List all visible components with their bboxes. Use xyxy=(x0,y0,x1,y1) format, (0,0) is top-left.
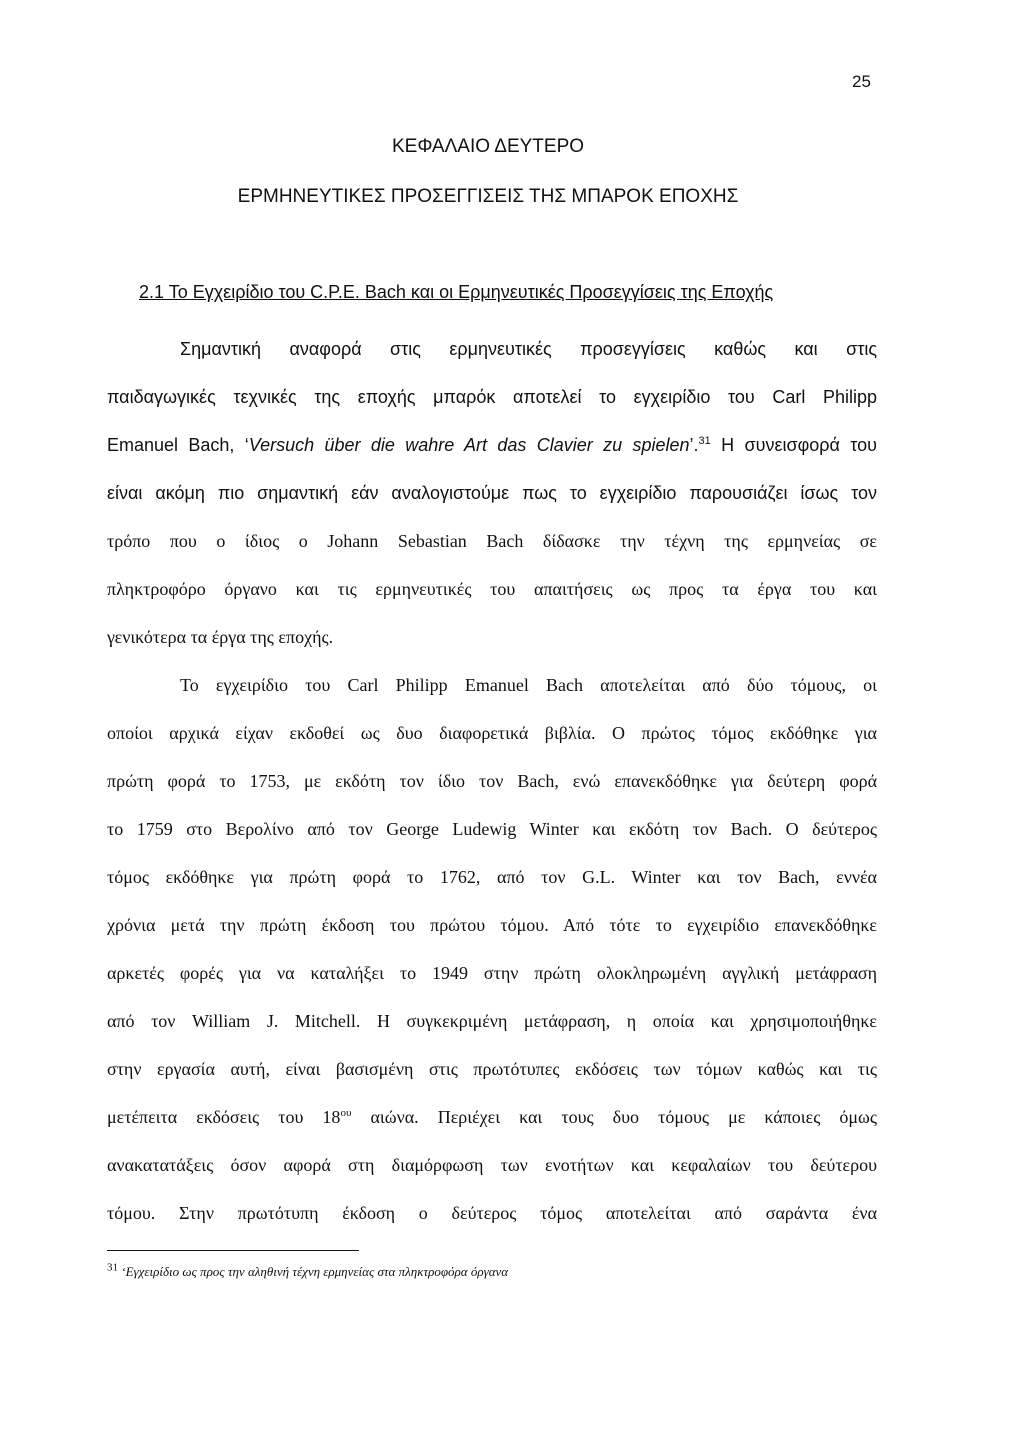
paragraph1-line1: Σημαντική αναφορά στις ερμηνευτικές προσεγγίσεις καθώς και στις xyxy=(180,339,877,359)
page-number: 25 xyxy=(852,72,871,91)
footnote xyxy=(107,1261,509,1280)
paragraph1-line2: παιδαγωγικές τεχνικές της εποχής μπαρόκ αποτελεί το εγχειρίδιο του Carl Philipp xyxy=(107,387,877,407)
footnote-text: ‘Εγχειρίδιο ως προς την αληθινή τέχνη ερμηνείας στα πληκτροφόρα όργανα xyxy=(121,1264,509,1279)
paragraph1-line6: πληκτροφόρο όργανο και τις ερμηνευτικές του απαιτήσεις ως προς τα έργα του και xyxy=(107,579,877,599)
footnote-reference: 31 xyxy=(698,435,711,447)
paragraph2-line8: από τον William J. Mitchell. Η συγκεκριμένη μετάφραση, η οποία και χρησιμοποιήθηκε xyxy=(107,1011,877,1031)
paragraph2-line3: πρώτη φορά το 1753, με εκδότη τον ίδιο τον Bach, ενώ επανεκδόθηκε για δεύτερη φορά xyxy=(107,771,877,791)
footnote-number: 31 xyxy=(107,1261,118,1274)
paragraph2-line4: το 1759 στο Βερολίνο από τον George Ludewig Winter και εκδότη τον Bach. Ο δεύτερος xyxy=(107,819,877,839)
paragraph1-line7: γενικότερα τα έργα της εποχής. xyxy=(107,627,334,647)
chapter-subtitle: ΕΡΜΗΝΕΥΤΙΚΕΣ ΠΡΟΣΕΓΓΙΣΕΙΣ ΤΗΣ ΜΠΑΡΟΚ ΕΠΟΧΗΣ xyxy=(237,186,739,207)
paragraph1-line3-post: Η συνεισφορά του xyxy=(710,435,877,455)
chapter-title: ΚΕΦΑΛΑΙΟ ΔΕΥΤΕΡΟ xyxy=(391,136,585,157)
paragraph1-line3 xyxy=(107,434,877,456)
paragraph1-line3-pre: Emanuel Bach, ‘ xyxy=(107,435,249,455)
paragraph2-line10 xyxy=(107,1106,877,1128)
paragraph2-line9: στην εργασία αυτή, είναι βασισμένη στις πρωτότυπες εκδόσεις των τόμων καθώς και τις xyxy=(107,1059,877,1079)
paragraph2-line12: τόμου. Στην πρωτότυπη έκδοση ο δεύτερος τόμος αποτελείται από σαράντα ένα xyxy=(107,1203,877,1223)
paragraph2-line10-pre: μετέπειτα εκδόσεις του 18 xyxy=(107,1107,341,1127)
ordinal-superscript: ου xyxy=(340,1107,352,1119)
paragraph2-line10-post: αιώνα. Περιέχει και τους δυο τόμους με κάποιες όμως xyxy=(351,1107,878,1127)
paragraph2-line11: ανακατατάξεις όσον αφορά στη διαμόρφωση των ενοτήτων και κεφαλαίων του δεύτερου xyxy=(107,1155,877,1175)
paragraph2-line6: χρόνια μετά την πρώτη έκδοση του πρώτου τόμου. Από τότε το εγχειρίδιο επανεκδόθηκε xyxy=(107,915,877,935)
paragraph1-line3-close: ’. xyxy=(689,435,699,455)
footnote-separator xyxy=(107,1250,359,1251)
paragraph2-line2: οποίοι αρχικά είχαν εκδοθεί ως δυο διαφορετικά βιβλία. Ο πρώτος τόμος εκδόθηκε για xyxy=(107,723,877,743)
paragraph2-line7: αρκετές φορές για να καταλήξει το 1949 στην πρώτη ολοκληρωμένη αγγλική μετάφραση xyxy=(107,963,877,983)
book-title-italic: Versuch über die wahre Art das Clavier zu spielen xyxy=(248,435,690,455)
paragraph2-line5: τόμος εκδόθηκε για πρώτη φορά το 1762, από τον G.L. Winter και τον Bach, εννέα xyxy=(107,867,877,887)
paragraph1-line4: είναι ακόμη πιο σημαντική εάν αναλογιστούμε πως το εγχειρίδιο παρουσιάζει ίσως τον xyxy=(107,483,877,503)
paragraph2-line1: Το εγχειρίδιο του Carl Philipp Emanuel Bach αποτελείται από δύο τόμους, οι xyxy=(180,675,877,695)
paragraph1-line5: τρόπο που ο ίδιος ο Johann Sebastian Bach δίδασκε την τέχνη της ερμηνείας σε xyxy=(107,531,877,551)
section-title: 2.1 Το Εγχειρίδιο του C.P.E. Bach και οι Ερμηνευτικές Προσεγγίσεις της Εποχής xyxy=(139,282,774,302)
